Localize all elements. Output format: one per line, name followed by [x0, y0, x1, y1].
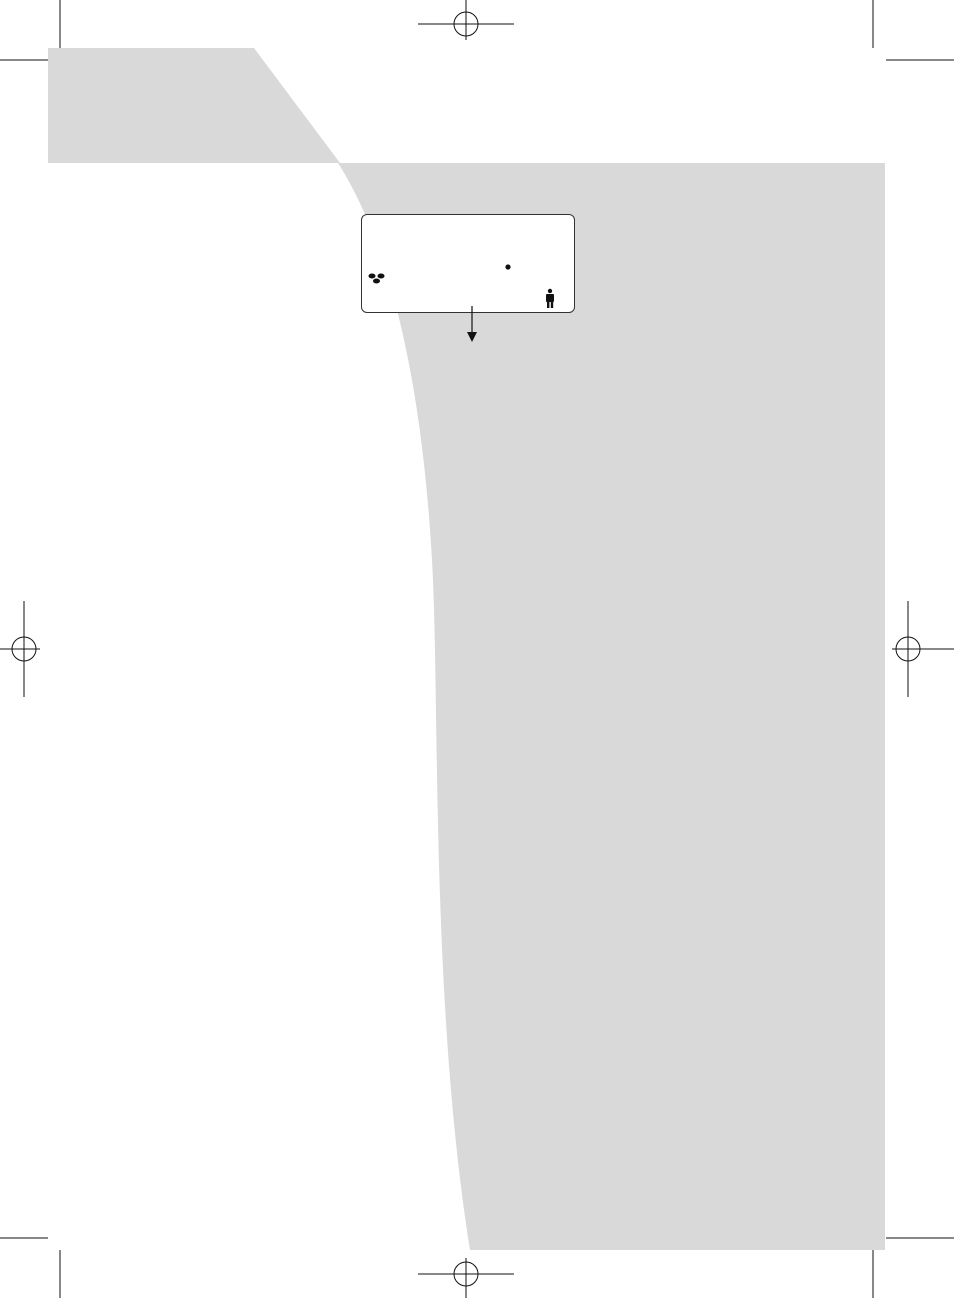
lcd-mode-icon: [369, 274, 385, 284]
lcd-graphics: [361, 214, 575, 313]
segment-pointer-arrow: [460, 306, 484, 346]
lcd-decimal-point: [505, 264, 510, 269]
scale-lcd-display: [361, 214, 575, 313]
registration-mark-bottom: [418, 1258, 514, 1298]
registration-mark-left: [0, 601, 40, 697]
registration-mark-right: [892, 601, 954, 697]
registration-mark-top: [418, 0, 514, 40]
lcd-person-icon: [546, 289, 554, 308]
